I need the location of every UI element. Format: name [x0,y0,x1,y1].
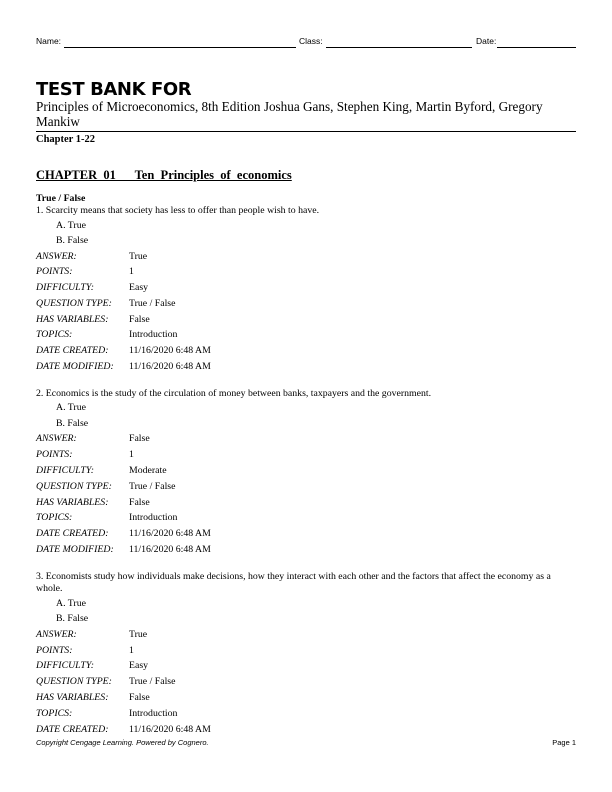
meta-value: 11/16/2020 6:48 AM [129,543,211,555]
meta-label: DIFFICULTY: [36,660,94,672]
question-item [36,205,576,375]
meta-label: POINTS: [36,449,73,461]
question-item [36,388,576,558]
question-text: 1. Scarcity means that society has less to offer than people wish to have. [36,205,320,216]
question-item [36,571,576,738]
meta-label: ANSWER: [36,250,77,262]
chapter-heading: CHAPTER_01___Ten_Principles_of_economics [36,168,292,182]
question-text: 2. Economics is the study of the circulation of money between banks, taxpayers and the government. [36,387,432,399]
question-list [36,205,576,737]
page-number: Page 1 [552,738,576,747]
meta-value: True / False [129,676,176,688]
meta-row-question-type [36,296,576,312]
meta-row-date-modified [36,542,576,558]
title-divider [36,131,576,132]
meta-row-date-modified [36,359,576,375]
meta-label: DIFFICULTY: [36,282,94,294]
meta-label: DATE MODIFIED: [36,361,114,373]
meta-value: Easy [129,660,149,672]
student-info-header [36,36,576,50]
answer-option: A. True [56,597,86,609]
book-subtitle: Principles of Microeconomics, 8th Edition Joshua Gans, Stephen King, Martin Byford, Gregory Mankiw [36,99,543,129]
meta-row-points [36,643,576,659]
meta-row-topics [36,510,576,526]
meta-value: Easy [129,282,149,294]
date-label: Date: [476,36,497,46]
meta-row-difficulty [36,463,576,479]
answer-option: A. True [56,219,86,231]
meta-row-answer [36,249,576,265]
meta-label: HAS VARIABLES: [36,691,109,703]
meta-label: TOPICS: [36,329,73,341]
meta-row-date-created [36,526,576,542]
meta-value: 11/16/2020 6:48 AM [129,345,211,357]
meta-label: ANSWER: [36,628,77,640]
meta-row-difficulty [36,280,576,296]
answer-option: B. False [56,613,89,625]
meta-value: 1 [129,644,134,656]
document-title: TEST BANK FOR [36,79,192,100]
meta-value: 1 [129,266,134,278]
meta-value: False [129,433,150,445]
meta-row-question-type [36,479,576,495]
meta-label: DATE CREATED: [36,723,109,735]
meta-label: ANSWER: [36,433,77,445]
meta-value: 11/16/2020 6:48 AM [129,528,211,540]
chapter-range: Chapter 1-22 [36,134,96,145]
meta-value: True [129,250,148,262]
class-blank-line [326,47,472,48]
meta-label: QUESTION TYPE: [36,480,112,492]
meta-label: DATE CREATED: [36,528,109,540]
name-blank-line [64,47,296,48]
section-heading: True / False [36,193,86,204]
meta-value: 1 [129,449,134,461]
meta-row-date-created [36,343,576,359]
meta-label: DIFFICULTY: [36,464,94,476]
meta-row-has-variables [36,312,576,328]
meta-value: True [129,628,148,640]
name-label: Name: [36,36,62,46]
meta-value: Moderate [129,464,167,476]
meta-label: QUESTION TYPE: [36,297,112,309]
meta-label: QUESTION TYPE: [36,676,112,688]
meta-label: POINTS: [36,644,73,656]
meta-label: POINTS: [36,266,73,278]
meta-value: 11/16/2020 6:48 AM [129,723,211,735]
meta-row-points [36,447,576,463]
date-blank-line [497,47,576,48]
copyright-text: Copyright Cengage Learning. Powered by Cognero. [36,738,209,747]
meta-value: True / False [129,480,176,492]
main-content [36,167,576,750]
meta-row-topics [36,706,576,722]
meta-value: Introduction [129,329,178,341]
meta-label: TOPICS: [36,512,73,524]
meta-value: True / False [129,297,176,309]
page-footer [36,738,576,750]
meta-label: DATE MODIFIED: [36,543,114,555]
meta-row-difficulty [36,658,576,674]
meta-value: False [129,496,150,508]
meta-value: False [129,313,150,325]
answer-option: B. False [56,235,89,246]
meta-row-answer [36,431,576,447]
meta-label: TOPICS: [36,707,73,719]
meta-label: HAS VARIABLES: [36,496,109,508]
meta-value: Introduction [129,512,178,524]
question-text: 3. Economists study how individuals make decisions, how they interact with each other and the factors that affect the economy as a whole. [36,570,551,595]
title-block [36,80,576,145]
meta-value: 11/16/2020 6:48 AM [129,361,211,373]
meta-label: DATE CREATED: [36,345,109,357]
meta-row-answer [36,627,576,643]
meta-row-question-type [36,674,576,690]
meta-value: False [129,691,150,703]
meta-row-topics [36,327,576,343]
meta-row-points [36,264,576,280]
class-label: Class: [299,36,323,46]
meta-row-has-variables [36,690,576,706]
meta-label: HAS VARIABLES: [36,313,109,325]
meta-row-date-created [36,722,576,738]
answer-option: B. False [56,417,89,429]
answer-option: A. True [56,402,86,414]
meta-row-has-variables [36,495,576,511]
meta-value: Introduction [129,707,178,719]
